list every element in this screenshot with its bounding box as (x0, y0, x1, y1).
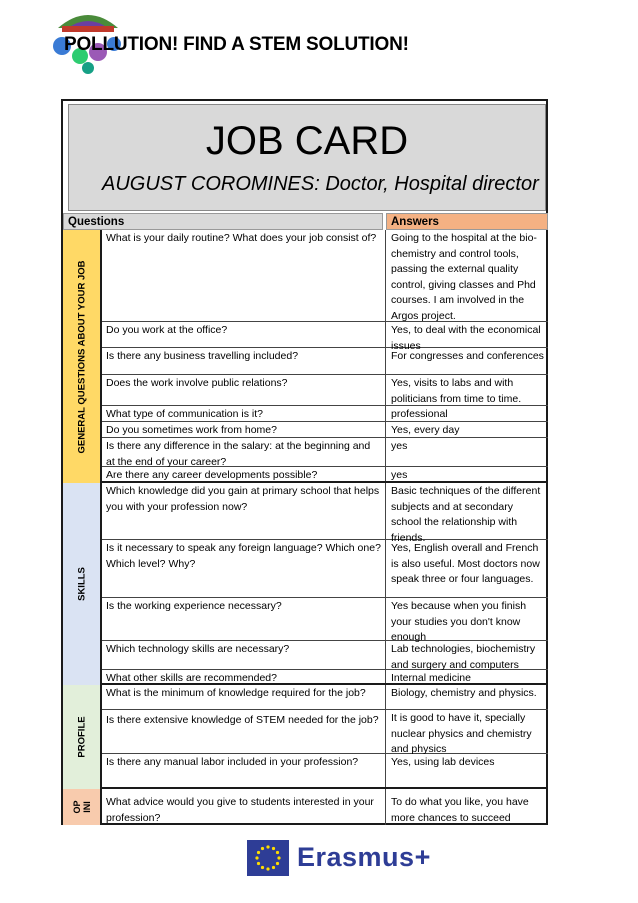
question-cell: Are there any career developments possible? (102, 467, 386, 481)
answers-column-header: Answers (386, 213, 548, 230)
erasmus-label: Erasmus+ (297, 842, 431, 872)
question-cell: What advice would you give to students interested in your profession? (102, 789, 386, 825)
answer-cell: professional (391, 408, 448, 420)
question-cell: Does the work involve public relations? (102, 375, 386, 405)
job-subtitle: AUGUST COROMINES: Doctor, Hospital director (102, 173, 539, 195)
section-profile-label: PROFILE (63, 685, 102, 789)
answer-cell: Yes, using lab devices (391, 756, 495, 768)
question-cell: What is your daily routine? What does your job consist of? (102, 230, 386, 321)
table-row (102, 348, 548, 375)
table-row (102, 375, 548, 406)
table-row (102, 483, 548, 544)
question-cell: Is there any manual labor included in your profession? (102, 754, 386, 787)
answer-cell: Yes, visits to labs and with politicians from time to time. (391, 377, 522, 405)
question-cell: Is it necessary to speak any foreign language? Which one? Which level? Why? (102, 540, 386, 597)
table-row (102, 230, 548, 322)
table-row (102, 685, 548, 710)
question-cell: Which technology skills are necessary? (102, 641, 386, 669)
project-title: POLLUTION! FIND A STEM SOLUTION! (64, 34, 409, 55)
table-row (102, 598, 548, 641)
table-row (102, 789, 548, 825)
section-opini-label: OP INI (63, 789, 102, 825)
answer-cell: Basic techniques of the different subjects and at secondary school the relationship with friends. (391, 485, 541, 544)
job-card-header (68, 104, 546, 211)
table-row (102, 467, 548, 483)
section-general-label: GENERAL QUESTIONS ABOUT YOUR JOB (63, 230, 102, 483)
job-card (61, 99, 548, 825)
section-skills-label: SKILLS (63, 483, 102, 685)
answer-cell: It is good to have it, specially nuclear physics and chemistry and physics (391, 712, 532, 755)
answer-cell: To do what you like, you have more chances to succeed (391, 796, 529, 824)
table-row (102, 540, 548, 598)
answer-cell: yes (391, 440, 408, 452)
table-row (102, 422, 548, 438)
answer-cell: Yes, English overall and French is also useful. Most doctors now speak three or four languages. (391, 542, 540, 585)
table-row (102, 322, 548, 352)
table-row (102, 670, 548, 685)
table-row (102, 438, 548, 467)
table-row (102, 641, 548, 670)
answer-cell: Biology, chemistry and physics. (391, 687, 537, 699)
answer-cell: Going to the hospital at the bio-chemistry and control tools, passing the external quality control, giving classes and Phd courses. I am involved in the Argos project. (391, 232, 537, 322)
eu-flag-icon (247, 840, 289, 876)
question-cell: What is the minimum of knowledge required for the job? (102, 685, 386, 709)
answer-cell: Yes because when you finish your studies you don't know enough (391, 600, 527, 643)
question-cell: Is there any difference in the salary: at the beginning and at the end of your career? (102, 438, 386, 466)
questions-column-header: Questions (63, 213, 383, 230)
answer-cell: Yes, every day (391, 424, 460, 436)
answer-cell: Yes, to deal with the economical issues (391, 324, 541, 352)
answer-cell: Internal medicine (391, 672, 471, 684)
question-cell: What type of communication is it? (102, 406, 386, 421)
answer-cell: For congresses and conferences (391, 350, 544, 362)
answer-cell: Lab technologies, biochemistry and surgery and computers (391, 643, 536, 671)
job-card-title: JOB CARD (205, 119, 409, 163)
question-cell: Which knowledge did you gain at primary school that helps you with your profession now? (102, 483, 386, 539)
question-cell: Is there any business travelling included? (102, 348, 386, 374)
question-cell: Is there extensive knowledge of STEM needed for the job? (102, 710, 386, 753)
table-row (102, 710, 548, 754)
question-cell: Do you sometimes work from home? (102, 422, 386, 437)
question-cell: Is the working experience necessary? (102, 598, 386, 640)
question-cell: Do you work at the office? (102, 322, 386, 347)
answer-cell: yes (391, 469, 408, 481)
table-row (102, 406, 548, 422)
erasmus-logo (247, 840, 447, 880)
table-row (102, 754, 548, 789)
question-cell: What other skills are recommended? (102, 670, 386, 683)
